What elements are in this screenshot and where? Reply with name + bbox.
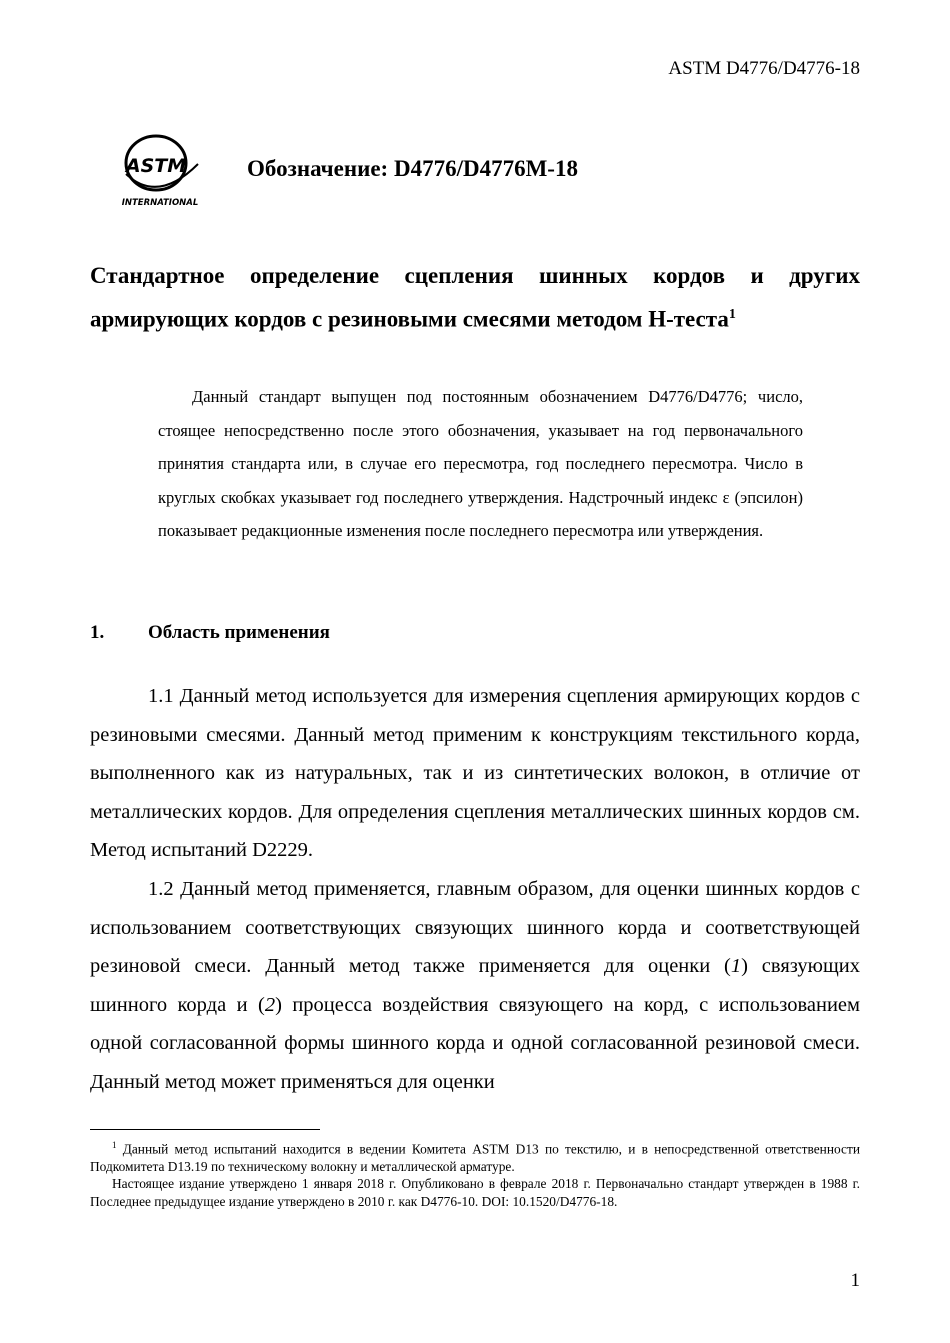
page-number: 1 bbox=[850, 1270, 860, 1291]
paragraph-text: ) процесса воздействия связующего на корд, с использованием одной согласованной формы шинного корда и одной согласованной резиновой смеси. Данный метод может применяться для оценки bbox=[90, 993, 860, 1093]
footnote-text: Данный метод испытаний находится в ведении Комитета ASTM D13 по текстилю, и в непосредственной ответственности Подкомитета D13.19 по техническому волокну и металлической арматуре. bbox=[90, 1141, 860, 1174]
footnote-line-2: Настоящее издание утверждено 1 января 2018 г. Опубликовано в феврале 2018 г. Первоначально стандарт утвержден в 1988 г. Последнее предыдущее издание утверждено в 2010 г. как D4776-10. DOI: 10.1520/D4776-18. bbox=[90, 1176, 860, 1209]
logo-caption-text: INTERNATIONAL bbox=[121, 198, 199, 208]
section-heading bbox=[90, 622, 330, 644]
section-number: 1. bbox=[90, 622, 105, 643]
paragraph-text: 1.2 Данный метод применяется, главным образом, для оценки шинных кордов с использованием соответствующих связующих шинного корда и соответствующей резиновой смеси. Данный метод также применяется для оценки ( bbox=[90, 877, 860, 978]
italic-number: 1 bbox=[730, 955, 742, 978]
title-footnote-mark: 1 bbox=[728, 307, 736, 322]
footnote-line-1 bbox=[90, 1137, 860, 1175]
footnote bbox=[90, 1137, 860, 1210]
astm-logo bbox=[118, 134, 202, 208]
title-text: Стандартное определение сцепления шинных кордов и других армирующих кордов с резиновыми смесями методом H-теста bbox=[90, 263, 860, 332]
paragraph-1-1: 1.1 Данный метод используется для измерения сцепления армирующих кордов с резиновыми смесями. Данный метод применим к конструкциям текстильного корда, выполненного как из натуральных, так и из синтетических волокон, в отличие от металлических кордов. Для определения сцепления металлических шинных кордов см. Метод испытаний D2229. bbox=[90, 685, 860, 862]
paragraph-1-2 bbox=[90, 870, 860, 1102]
footnote-mark: 1 bbox=[112, 1140, 117, 1150]
logo-mark-text: ASTM bbox=[125, 155, 187, 177]
section-title: Область применения bbox=[148, 622, 330, 643]
designation: Обозначение: D4776/D4776M-18 bbox=[247, 156, 578, 181]
standard-notice: Данный стандарт выпущен под постоянным обозначением D4776/D4776; число, стоящее непосредственно после этого обозначения, указывает на год первоначального принятия стандарта или, в случае его пересмотра, год последнего пересмотра. Число в круглых скобках указывает год последнего утверждения. Надстрочный индекс ε (эпсилон) показывает редакционные изменения после последнего пересмотра или утверждения. bbox=[158, 387, 803, 540]
document-title bbox=[90, 256, 860, 339]
document-reference: ASTM D4776/D4776-18 bbox=[668, 58, 860, 79]
footnote-divider bbox=[90, 1129, 320, 1130]
paragraph-text: ) связующих шинного корда и ( bbox=[90, 955, 860, 1016]
italic-number: 2 bbox=[264, 993, 276, 1016]
body-text bbox=[90, 677, 860, 1102]
